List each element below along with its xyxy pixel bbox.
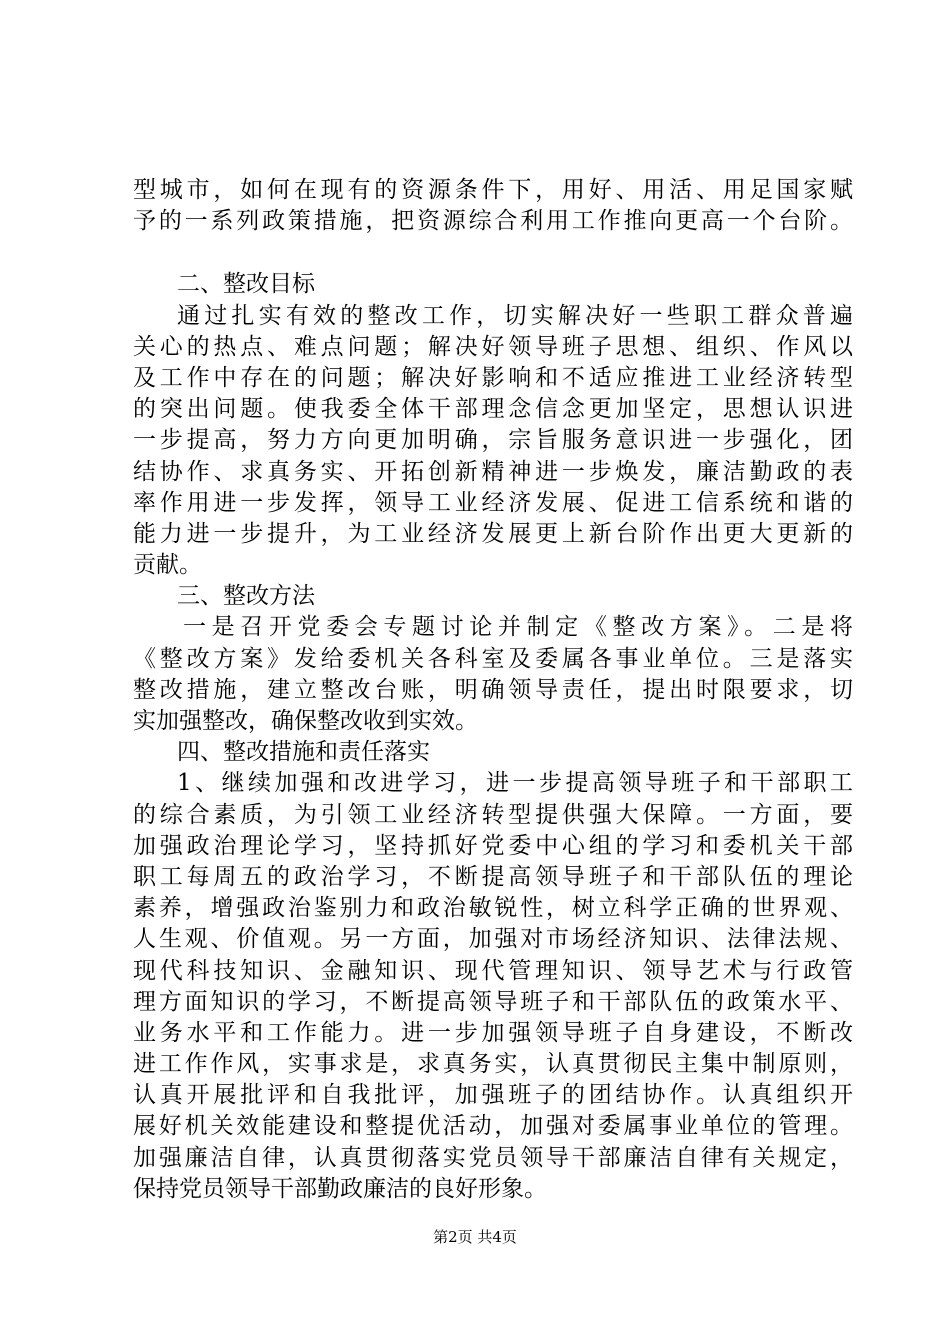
text-line: 加强政治理论学习，坚持抓好党委中心组的学习和委机关干部 (133, 832, 853, 859)
text-line: 的突出问题。使我委全体干部理念信念更加坚定，思想认识进 (133, 396, 853, 423)
paragraph-gap (133, 237, 853, 269)
text-line: 进工作作风，实事求是，求真务实，认真贯彻民主集中制原则， (133, 1051, 853, 1078)
text-line: 通过扎实有效的整改工作，切实解决好一些职工群众普遍 (177, 302, 853, 329)
text-line: 整改措施，建立整改台账，明确领导责任，提出时限要求，切 (133, 676, 853, 703)
text-line: 关心的热点、难点问题；解决好领导班子思想、组织、作风以 (133, 333, 853, 360)
text-line: 实加强整改，确保整改收到实效。 (133, 708, 478, 734)
text-line: 及工作中存在的问题；解决好影响和不适应推进工业经济转型 (133, 364, 853, 391)
text-line: 的综合素质，为引领工业经济转型提供强大保障。一方面，要 (133, 801, 853, 828)
text-line: 能力进一步提升，为工业经济发展更上新台阶作出更大更新的 (133, 520, 853, 547)
text-line: 予的一系列政策措施，把资源综合利用工作推向更高一个台阶。 (133, 208, 853, 235)
text-line: 理方面知识的学习，不断提高领导班子和干部队伍的政策水平、 (133, 988, 853, 1015)
section-heading-goals: 二、整改目标 (177, 271, 315, 298)
text-line: 现代科技知识、金融知识、现代管理知识、领导艺术与行政管 (133, 957, 853, 984)
text-line: 贡献。 (133, 552, 202, 579)
text-line: 结协作、求真务实、开拓创新精神进一步焕发，廉洁勤政的表 (133, 458, 853, 485)
text-line: 认真开展批评和自我批评，加强班子的团结协作。认真组织开 (133, 1082, 853, 1109)
page-number-footer: 第2页 共4页 (433, 1228, 517, 1246)
text-line: 业务水平和工作能力。进一步加强领导班子自身建设，不断改 (133, 1019, 853, 1046)
text-line: 保持党员领导干部勤政廉洁的良好形象。 (133, 1175, 547, 1202)
text-line: 一是召开党委会专题讨论并制定《整改方案》。二是将 (183, 614, 853, 641)
section-heading-measures: 四、整改措施和责任落实 (177, 739, 430, 766)
text-line: 展好机关效能建设和整提优活动，加强对委属事业单位的管理。 (133, 1113, 853, 1140)
text-line: 加强廉洁自律，认真贯彻落实党员领导干部廉洁自律有关规定， (133, 1144, 853, 1171)
text-line: 素养，增强政治鉴别力和政治敏锐性，树立科学正确的世界观、 (133, 895, 853, 922)
text-line: 《整改方案》发给委机关各科室及委属各事业单位。三是落实 (133, 645, 853, 672)
text-line: 职工每周五的政治学习，不断提高领导班子和干部队伍的理论 (133, 863, 853, 890)
section-heading-methods: 三、整改方法 (177, 583, 315, 610)
text-line: 人生观、价值观。另一方面，加强对市场经济知识、法律法规、 (133, 926, 853, 953)
text-line: 1、继续加强和改进学习，进一步提高领导班子和干部职工 (177, 770, 853, 797)
document-body (133, 175, 853, 1205)
text-line: 一步提高，努力方向更加明确，宗旨服务意识进一步强化，团 (133, 427, 853, 454)
text-line: 型城市，如何在现有的资源条件下，用好、用活、用足国家赋 (133, 177, 853, 203)
text-line: 率作用进一步发挥，领导工业经济发展、促进工信系统和谐的 (133, 489, 853, 516)
